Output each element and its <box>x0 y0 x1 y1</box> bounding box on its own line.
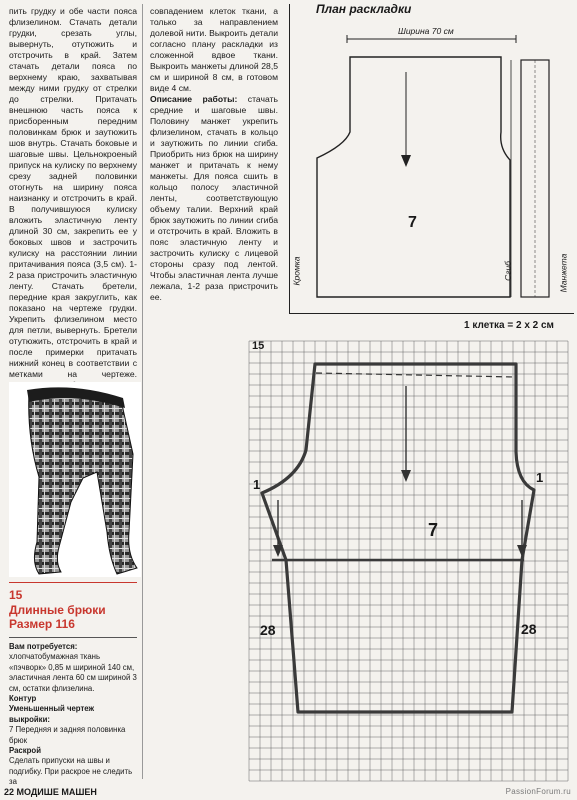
length-mark-right: 28 <box>521 621 537 637</box>
paragraph-work-description: стачать средние и шаговые швы. Половину манжет укрепить флизелином, стачать в кольцо и заутюжить по линии сгиба. Приобрить низ брюк на ширину манжет и притачать к нему манжеты. Для пояса сшить в кольцо полосу эластичной ленты, соответствующую объему талии. Верхний край брюк заутюжить по линии сгиба и отстрочить в край. Вложить в пояс эластичную ленту и застрочить кулиску с лицевой стороны сразу под лентой. Чтобы эластичная лента лучше лежала, 1-2 раза пристрочить ее. <box>150 94 279 302</box>
length-mark-left: 28 <box>260 622 276 638</box>
grid-piece-number: 7 <box>428 520 439 540</box>
cuff-label: Манжета <box>558 253 569 293</box>
work-description-heading: Описание работы: <box>150 94 238 104</box>
materials-label: Вам потребуется: <box>9 642 78 651</box>
page-footer: 22 МОДИШЕ МАШЕН <box>4 787 97 797</box>
crotch-mark-right: 1 <box>536 470 544 485</box>
fabric-width-label: Ширина 70 см <box>398 26 454 36</box>
materials-text: хлопчатобумажная ткань «пэчворк» 0,85 м шириной 140 см, эластичная лента 60 см шириной 3 см, остатки флизелина. <box>9 652 137 693</box>
contour-label: Контур <box>9 694 37 704</box>
reduced-drawing-text: 7 Передняя и задняя половинка брюк <box>9 725 126 745</box>
cutting-label: Раскрой <box>9 746 41 756</box>
watermark: PassionForum.ru <box>505 787 571 796</box>
selvage-label: Кромка <box>291 256 302 286</box>
paragraph-cutting-end: совпадением клеток ткани, а только за направлением долевой нити. Выкроить детали согласно плану раскладки из сложенной вдвое ткани. Выкроить манжеты длиной 28,5 см и шириной 8 см, в готовом виде 4 см. <box>150 6 278 93</box>
cutting-text: Сделать припуски на швы и подгибку. При раскрое не следить за <box>9 756 133 787</box>
layout-piece-number: 7 <box>408 214 417 231</box>
text-column-left: пить грудку и обе части пояса флизелином. Стачать детали грудки, срезать углы, вывернуть, отутюжить и отстрочить в край. Затем стачать детали пояса по верхнему краю, захватывая между ними грудку от стрелки до стрелки. Притачать внешнюю часть пояса к присборенным передним половинкам брюк и заутюжить шов внутрь. Стачать боковые и шаговые швы. Цельнокроеный припуск на кулиску по верхнему срезу задней половинки отогнуть на ширину пояса наизнанку и отстрочить в край. В получившуюся кулиску вложить эластичную ленту длиной 30 см, закрепить ее у боковых швов и застрочить кулиску на расстоянии линии притачивания пояса (3,5 см). 1-2 раза пристрочить эластичную ленту. Стачать бретели, передние края закруглить, как показано на чертеже грудки. Укрепить флизелином место для петли, вывернуть. Бретели отутюжить, отстрочить в край и после примерки притачать нижний конец в соответствии с метками на чертеже. <box>9 6 137 379</box>
reduced-drawing-label: Уменьшенный чертеж выкройки: <box>9 704 95 724</box>
model-size: Размер 116 <box>9 617 75 631</box>
model-title-line1: Длинные брюки <box>9 603 106 617</box>
crotch-mark-left: 1 <box>253 477 261 492</box>
layout-plan-title: План раскладки <box>316 2 412 16</box>
grid-scale-label: 1 клетка = 2 x 2 см <box>464 320 554 331</box>
grid-pattern-number: 15 <box>252 340 265 352</box>
fold-label: Сгиб <box>502 261 513 281</box>
model-number: 15 <box>9 588 23 602</box>
